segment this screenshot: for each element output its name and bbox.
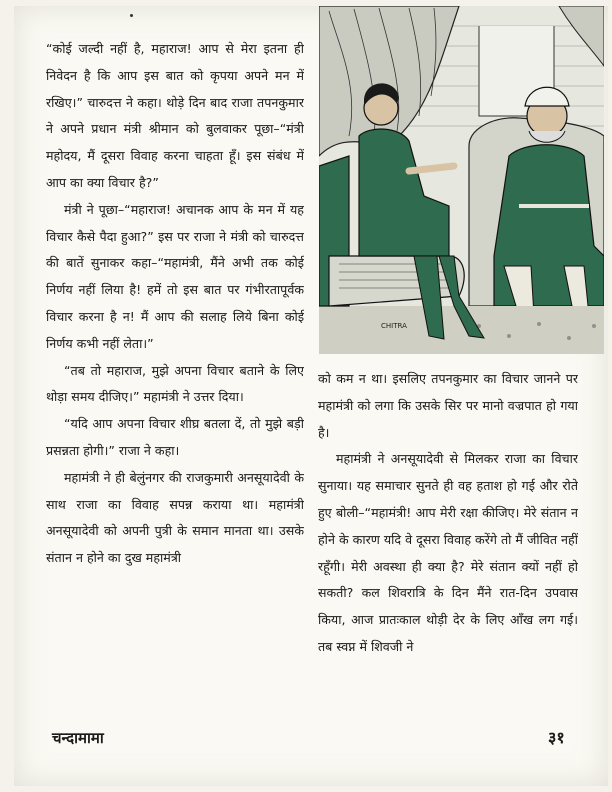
print-speck: [130, 14, 133, 17]
paragraph: महामंत्री ने अनसूयादेवी से मिलकर राजा का विचार सुनाया। यह समाचार सुनते ही वह हताश हो गई और रोते हुए बोली–“महामंत्री! आप मेरी रक्षा कीजिए। मेरे संतान न होने के कारण यदि वे दूसरा विवाह करेंगे तो मैं जीवित नहीं रहूँगी। मेरी अवस्था ही क्या है? मेरे संतान क्यों नहीं हो सकती? कल शिवरात्रि के दिन मैंने रात-दिन उपवास किया, आज प्रातःकाल थोड़ी देर के लिए आँख लग गई। तब स्वप्न में शिवजी ने: [318, 451, 578, 654]
paragraph: मंत्री ने पूछा–“महाराज! अचानक आप के मन में यह विचार कैसे पैदा हुआ?” इस पर राजा ने मंत्री को चारुदत्त की बातें सुनाकर कहा–“महामंत्री, मैंने अभी तक कोई निर्णय नहीं लिया है! हमें तो इस बात पर गंभीरतापूर्वक विचार करना है न! मैं आप की सलाह लिये बिना कोई निर्णय कभी नहीं लेता।”: [46, 201, 304, 351]
king-and-minister-illustration: [319, 6, 604, 354]
left-column: [46, 36, 304, 720]
right-column: [318, 366, 578, 720]
paragraph: को कम न था। इसलिए तपनकुमार का विचार जानने पर महामंत्री को लगा कि उसके सिर पर मानो वज्रपात हो गया है।: [318, 371, 578, 440]
paragraph: “तब तो महाराज, मुझे अपना विचार बताने के लिए थोड़ा समय दीजिए।” महामंत्री ने उत्तर दिया।: [46, 362, 304, 405]
paragraph: महामंत्री ने ही बेलुंनगर की राजकुमारी अनसूयादेवी के साथ राजा का विवाह सपन्न कराया था। महामंत्री अनसूयादेवी को अपनी पुत्री के समान मानता था। उसके संतान न होने का दुख महामंत्री: [46, 469, 304, 566]
paragraph: “कोई जल्दी नहीं है, महाराज! आप से मेरा इतना ही निवेदन है कि आप इस बात को कृपया अपने मन में रखिए।” चारुदत्त ने कहा। थोड़े दिन बाद राजा तपनकुमार ने अपने प्रधान मंत्री श्रीमान को बुलवाकर पूछा–“मंत्री महोदय, मैं दूसरा विवाह करना चाहता हूँ। इस संबंध में आप का क्या विचार है?”: [46, 41, 304, 190]
artist-signature: CHITRA: [381, 322, 407, 330]
page-number: ३१: [548, 728, 565, 747]
paragraph: “यदि आप अपना विचार शीघ्र बतला दें, तो मुझे बड़ी प्रसन्नता होगी।” राजा ने कहा।: [46, 416, 304, 458]
story-illustration: [319, 6, 604, 354]
magazine-title: चन्दामामा: [52, 729, 104, 747]
